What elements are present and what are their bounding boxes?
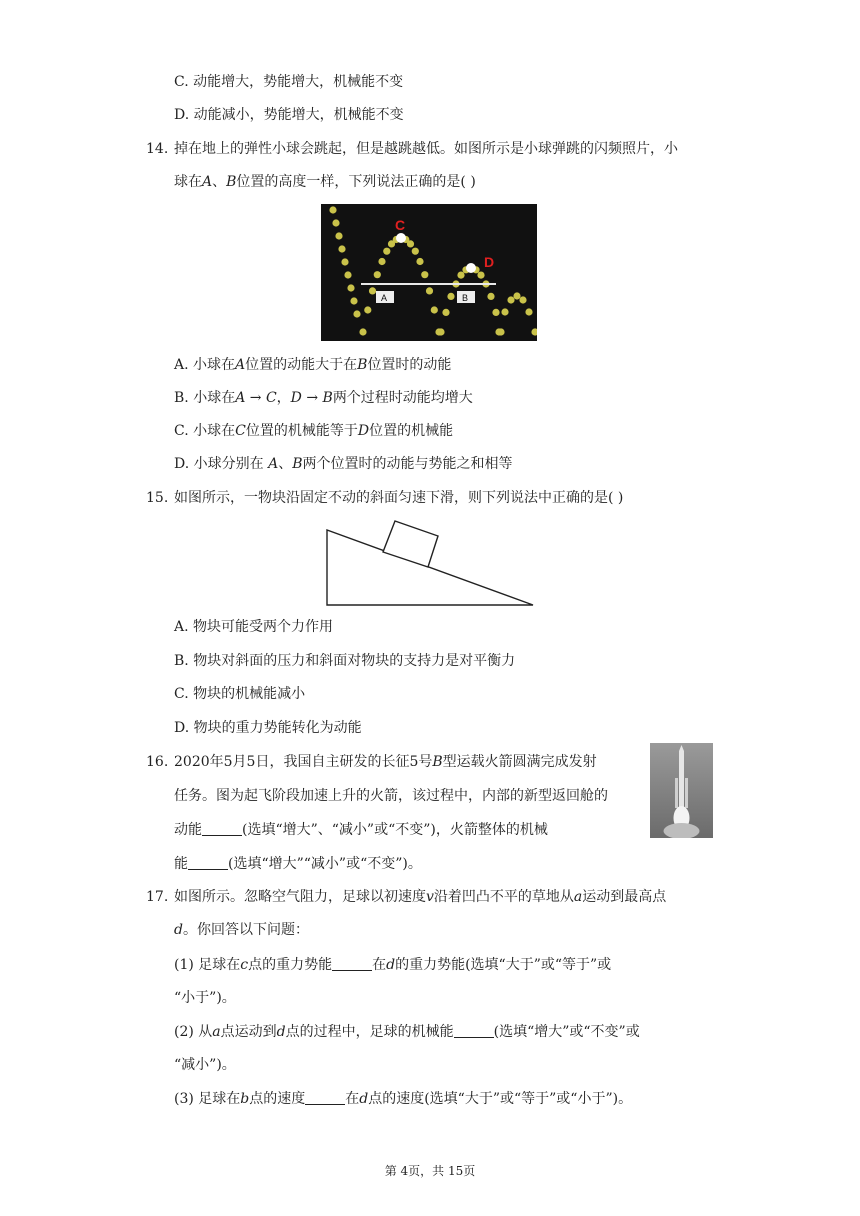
answer-blank xyxy=(305,1090,345,1105)
figure-label-d: D xyxy=(484,254,495,270)
question-14-stem-line2: 球在A、B位置的高度一样，下列说法正确的是( ) xyxy=(174,174,476,190)
ball-dot xyxy=(477,272,484,279)
question-14-stem-line1: 掉在地上的弹性小球会跳起，但是越跳越低。如图所示是小球弹跳的闪频照片，小 xyxy=(174,141,678,157)
ball-dot xyxy=(338,245,345,252)
ball-dot xyxy=(416,258,423,265)
ball-dot xyxy=(329,206,336,213)
ball-dot xyxy=(519,296,526,303)
question-15-option-a: A. 物块可能受两个力作用 xyxy=(174,619,334,635)
answer-blank xyxy=(188,855,228,870)
question-14-number: 14. xyxy=(146,141,169,157)
ball-dot xyxy=(341,258,348,265)
question-15-stem: 如图所示，一物块沿固定不动的斜面匀速下滑，则下列说法中正确的是( ) xyxy=(174,490,624,506)
question-17-part1: (1) 足球在c点的重力势能 在d的重力势能(选填“大于”或“等于”或 xyxy=(174,957,612,973)
ball-dot xyxy=(507,296,514,303)
ball-dot xyxy=(332,219,339,226)
ball-dot xyxy=(378,258,385,265)
page-footer: 第 4页，共 15页 xyxy=(384,1164,476,1178)
answer-blank xyxy=(454,1023,494,1038)
figure-label-b: B xyxy=(462,293,469,303)
ball-dot xyxy=(359,328,366,335)
incline-block-diagram xyxy=(324,516,538,608)
question-17-line2: d。你回答以下问题： xyxy=(174,922,309,938)
question-16-line2: 任务。图为起飞阶段加速上升的火箭，该过程中，内部的新型返回舱的 xyxy=(174,788,608,804)
bouncing-ball-photo xyxy=(321,204,537,341)
question-15-option-d: D. 物块的重力势能转化为动能 xyxy=(174,720,362,736)
question-14-option-d: D. 小球分别在 A、B两个位置时的动能与势能之和相等 xyxy=(174,456,513,472)
ball-dot xyxy=(350,297,357,304)
ball-dot xyxy=(374,271,381,278)
answer-blank xyxy=(202,821,242,836)
question-16-number: 16. xyxy=(146,754,169,770)
ball-dot xyxy=(364,306,371,313)
question-17-part2: (2) 从a点运动到d点的过程中，足球的机械能 (选填“增大”或“不变”或 xyxy=(174,1024,640,1040)
question-14-option-b: B. 小球在A → C，D → B两个过程时动能均增大 xyxy=(174,390,473,406)
ball-dot xyxy=(383,248,390,255)
ball-dot xyxy=(447,293,454,300)
ball-dot xyxy=(353,310,360,317)
ball-dot xyxy=(525,308,532,315)
question-15-number: 15. xyxy=(146,490,169,506)
question-15-option-b: B. 物块对斜面的压力和斜面对物块的支持力是对平衡力 xyxy=(174,653,516,669)
ball-dot xyxy=(412,248,419,255)
option-d-prev: D. 动能减小，势能增大，机械能不变 xyxy=(174,107,404,123)
question-17-number: 17. xyxy=(146,889,169,905)
question-16-line3: 动能 (选填“增大”、“减小”或“不变”)，火箭整体的机械 xyxy=(174,822,548,838)
ball-dot xyxy=(495,328,502,335)
ball-dot xyxy=(513,292,520,299)
ball-dot xyxy=(431,306,438,313)
ball-dot xyxy=(421,271,428,278)
question-14-option-c: C. 小球在C位置的机械能等于D位置的机械能 xyxy=(174,423,454,439)
figure-label-c: C xyxy=(395,217,406,233)
option-c-prev: C. 动能增大，势能增大，机械能不变 xyxy=(174,74,404,90)
question-15-option-c: C. 物块的机械能减小 xyxy=(174,686,306,702)
ball-dot xyxy=(437,328,444,335)
question-17-part3: (3) 足球在b点的速度 在d点的速度(选填“大于”或“等于”或“小于”)。 xyxy=(174,1091,633,1107)
question-17-line1: 如图所示。忽略空气阻力，足球以初速度v沿着凹凸不平的草地从a运动到最高点 xyxy=(174,889,667,905)
ball-dot xyxy=(347,284,354,291)
figure-label-a: A xyxy=(381,293,388,303)
ball-dot xyxy=(457,272,464,279)
ball-dot xyxy=(492,309,499,316)
ball-dot xyxy=(407,240,414,247)
ball-dot xyxy=(501,308,508,315)
ball-dot xyxy=(335,232,342,239)
ball-dot xyxy=(487,293,494,300)
answer-blank xyxy=(332,956,372,971)
question-16-line4: 能 (选填“增大”“减小”或“不变”)。 xyxy=(174,856,422,872)
question-14-option-a: A. 小球在A位置的动能大于在B位置时的动能 xyxy=(174,357,452,373)
ball-dot xyxy=(426,287,433,294)
ball-dot xyxy=(442,309,449,316)
rocket-photo xyxy=(650,743,713,838)
question-17-part2-cont: “减小”)。 xyxy=(174,1057,236,1073)
ball-dot xyxy=(344,271,351,278)
question-16-line1: 2020年5月5日，我国自主研发的长征5号B型运载火箭圆满完成发射 xyxy=(174,754,597,770)
question-17-part1-cont: “小于”)。 xyxy=(174,990,236,1006)
ball-dot xyxy=(369,287,376,294)
